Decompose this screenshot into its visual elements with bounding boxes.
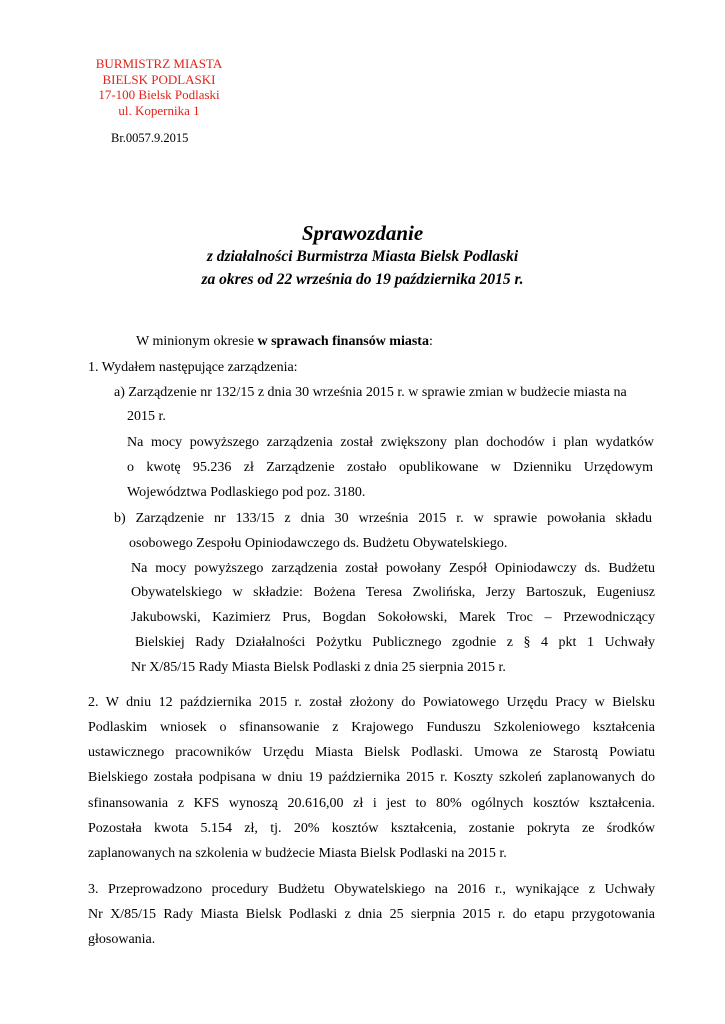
intro-suffix: : [428, 334, 433, 349]
item-b-line: Bielskiej Rady Działalności Pożytku Publicznego zgodnie z § 4 pkt 1 Uchwały [135, 635, 655, 650]
item-a-line: a) Zarządzenie nr 132/15 z dnia 30 września 2015 r. w sprawie zmian w budżecie miasta na [114, 385, 627, 400]
paragraph-line: Bielskiego została podpisana w dniu 19 października 2015 r. Koszty szkoleń zaplanowanych do [88, 770, 655, 785]
paragraph-line: 3. Przeprowadzono procedury Budżetu Obywatelskiego na 2016 r., wynikające z Uchwały [88, 882, 655, 897]
paragraph-line: Pozostała kwota 5.154 zł, tj. 20% kosztów kształcenia, zostanie pokryta ze środków [88, 821, 655, 836]
item-a-line: o kwotę 95.236 zł Zarządzenie zostało opublikowane w Dzienniku Urzędowym [127, 460, 653, 475]
intro-prefix: W minionym okresie [136, 334, 258, 349]
paragraph-line: 2. W dniu 12 października 2015 r. został złożony do Powiatowego Urzędu Pracy w Bielsku [88, 695, 655, 710]
reference-number: Br.0057.9.2015 [111, 131, 189, 145]
stamp-line: BIELSK PODLASKI [102, 71, 216, 87]
document-subtitle: za okres od 22 września do 19 października 2015 r. [201, 271, 524, 288]
item-a-line: 2015 r. [127, 409, 166, 424]
item-b-line: Nr X/85/15 Rady Miasta Bielsk Podlaski z dnia 25 sierpnia 2015 r. [131, 660, 506, 675]
paragraph-line: Nr X/85/15 Rady Miasta Bielsk Podlaski z dnia 25 sierpnia 2015 r. do etapu przygotowania [88, 907, 655, 922]
item-b-line: Jakubowski, Kazimierz Prus, Bogdan Sokołowski, Marek Troc – Przewodniczący [131, 610, 655, 625]
office-stamp [74, 56, 244, 118]
stamp-line: BURMISTRZ MIASTA [95, 56, 223, 71]
document-subtitle: z działalności Burmistrza Miasta Bielsk Podlaski [206, 248, 519, 265]
document-title: Sprawozdanie [301, 221, 424, 245]
item-b-line: osobowego Zespołu Opiniodawczego ds. Budżetu Obywatelskiego. [129, 536, 508, 551]
item-a-line: Województwa Podlaskiego pod poz. 3180. [127, 485, 366, 500]
paragraph-line: zaplanowanych na szkolenia w budżecie Miasta Bielsk Podlaski na 2015 r. [88, 846, 507, 861]
stamp-line: ul. Kopernika 1 [118, 102, 200, 118]
item-b-line: b) Zarządzenie nr 133/15 z dnia 30 września 2015 r. w sprawie powołania składu [114, 511, 652, 526]
section-heading: 1. Wydałem następujące zarządzenia: [88, 360, 298, 375]
intro-bold: w sprawach finansów miasta [257, 334, 429, 349]
paragraph-line: Podlaskim wniosek o sfinansowanie z Krajowego Funduszu Szkoleniowego kształcenia [88, 720, 655, 735]
stamp-line: 17-100 Bielsk Podlaski [98, 87, 220, 102]
item-b-line: Na mocy powyższego zarządzenia został powołany Zespół Opiniodawczy ds. Budżetu [131, 561, 655, 576]
item-b-line: Obywatelskiego w składzie: Bożena Teresa Zwolińska, Jerzy Bartoszuk, Eugeniusz [131, 585, 655, 600]
paragraph-line: sfinansowania z KFS wynoszą 20.616,00 zł i jest to 80% ogólnych kosztów kształcenia. [88, 796, 655, 811]
paragraph-line: głosowania. [88, 932, 156, 947]
item-a-line: Na mocy powyższego zarządzenia został zwiększony plan dochodów i plan wydatków [127, 435, 654, 450]
paragraph-line: ustawicznego pracowników Urzędu Miasta Bielsk Podlaski. Umowa ze Starostą Powiatu [88, 745, 655, 760]
intro-paragraph [136, 333, 433, 351]
